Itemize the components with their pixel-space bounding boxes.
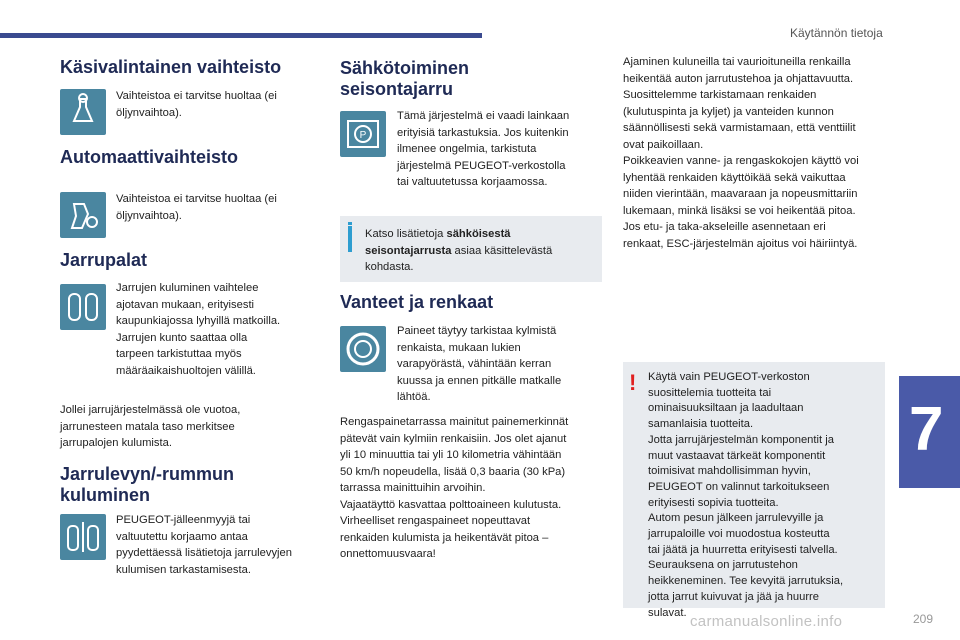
text-line: PEUGEOT-jälleenmyyjä tai xyxy=(116,514,251,526)
text-line: samanlaisia tuotteita. xyxy=(648,418,754,431)
text-line: renkaat, ESC-järjestelmän ajoitus voi häiriintyä. xyxy=(623,237,858,250)
header-rule xyxy=(0,33,482,38)
svg-text:P: P xyxy=(359,130,367,141)
warning-note-text xyxy=(648,370,878,621)
text-line: Jotta jarrujärjestelmän komponentit ja xyxy=(648,433,834,446)
text-line: erityisiä tarkastuksia. Jos kuitenkin xyxy=(397,126,569,139)
text-line: jarrunesteen matala taso merkitsee xyxy=(60,420,235,433)
text-line: Jollei jarrujärjestelmässä ole vuotoa, xyxy=(60,404,241,416)
text-line: pyydettäessä lisätietoja jarrulevyjen xyxy=(116,547,292,559)
page-number: 209 xyxy=(913,612,934,626)
brake-discs-text xyxy=(116,512,292,578)
info-icon xyxy=(348,226,352,252)
brake-pads-text xyxy=(116,280,280,379)
text-line: 50 km/h nopeudella, lisää 0,3 baaria (30 kPa) xyxy=(340,465,566,478)
text-line: yli 10 minuuttia tai yli 10 kilometria vähintään xyxy=(340,449,562,461)
text-line: Vaihteistoa ei tarvitse huoltaa (ei xyxy=(116,193,277,205)
text-line: (kulutuspinta ja kyljet) ja vanteiden kunnon xyxy=(623,105,834,118)
text-line: kuussa ja ennen pitkälle matkalle xyxy=(397,374,562,387)
text-line: Seurauksena on jarrutustehon xyxy=(648,559,798,572)
heading-manual-gearbox: Käsivalintainen vaihteisto xyxy=(60,57,282,77)
chapter-number: 7 xyxy=(909,395,944,464)
brake-fluid-text xyxy=(60,402,240,452)
section-title: Käytännön tietoja xyxy=(790,26,883,40)
text-line: ominaisuuksiltaan ja laadultaan xyxy=(648,402,804,415)
heading-brake-discs xyxy=(60,464,234,506)
text-line: Rengaspainetarrassa mainitut painemerkinnät xyxy=(340,416,569,428)
info-text-bold: seisontajarrusta xyxy=(365,244,452,257)
info-text-pre: Katso lisätietoja xyxy=(365,228,447,240)
heading-wheels-tyres: Vanteet ja renkaat xyxy=(340,292,494,312)
tyre-condition-text xyxy=(623,54,859,252)
text-line: Autom pesun jälkeen jarrulevyille ja xyxy=(648,512,824,525)
text-line: tai jäätä ja huurretta erityisesti talvella. xyxy=(648,543,838,556)
text-line: PEUGEOT on valinnut tarkoitukseen xyxy=(648,480,830,493)
text-line: Tämä järjestelmä ei vaadi lainkaan xyxy=(397,110,570,122)
text-line: jarrupaloille voi muodostua kosteutta xyxy=(648,528,830,541)
text-line: heikkeneminen. Tee kevyitä jarrutuksia, xyxy=(648,575,844,588)
text-line: renkaiden kulumista ja heikentävät pitoa – xyxy=(340,531,549,544)
text-line: erityisesti sopivia tuotteita. xyxy=(648,496,779,509)
heading-parking-brake xyxy=(340,58,469,100)
heading-brake-pads: Jarrupalat xyxy=(60,250,148,270)
brake-disc-icon xyxy=(60,514,106,560)
text-line: Suosittelemme tarkistamaan renkaiden xyxy=(623,89,817,101)
tyres-text xyxy=(397,323,561,406)
manual-gearbox-text xyxy=(116,88,277,121)
text-line: öljynvaihtoa). xyxy=(116,106,182,119)
text-line: järjestelmä PEUGEOT-verkostolla xyxy=(397,159,566,172)
parking-brake-icon xyxy=(340,111,386,157)
parking-brake-text xyxy=(397,108,569,191)
text-line: Jarrujen kunto saattaa olla xyxy=(116,331,248,344)
info-text-bold: sähköisestä xyxy=(446,228,511,240)
text-line: lukemaan, minkä lisäksi se voi heikentää pitoa. xyxy=(623,204,856,217)
text-line: Virheelliset rengaspaineet nopeuttavat xyxy=(340,515,531,527)
text-line: toimisivat mahdollisimman hyvin, xyxy=(648,465,811,478)
chapter-tab xyxy=(899,376,960,488)
text-line: sulavat. xyxy=(648,606,687,619)
text-line: niiden vierintään, maavaraan ja nopeusmittariin xyxy=(623,188,858,200)
info-note-text xyxy=(365,226,590,276)
heading-line: seisontajarru xyxy=(340,79,454,99)
text-line: Poikkeavien vanne- ja rengaskokojen käyttö voi xyxy=(623,155,859,167)
watermark: carmanualsonline.info xyxy=(690,613,843,630)
text-line: ovat paikoillaan. xyxy=(623,138,704,151)
heading-line: kuluminen xyxy=(60,485,151,505)
text-line: ilmenee ongelmia, tarkistuta xyxy=(397,143,537,155)
text-line: heikentää auton jarrutustehoa ja ohjattavuutta. xyxy=(623,72,854,85)
text-line: valtuutettu korjaamo antaa xyxy=(116,530,248,543)
text-line: onnettomuusvaara! xyxy=(340,548,436,560)
text-line: Jarrujen kuluminen vaihtelee xyxy=(116,282,259,294)
info-note xyxy=(340,216,602,282)
heading-automatic-gearbox: Automaattivaihteisto xyxy=(60,147,239,167)
info-text-last: kohdasta. xyxy=(365,261,414,273)
text-line: Vajaatäyttö kasvattaa polttoaineen kulutusta. xyxy=(340,498,562,511)
info-text-post: asiaa käsittelevästä xyxy=(451,244,553,257)
text-line: Vaihteistoa ei tarvitse huoltaa (ei xyxy=(116,90,277,102)
text-line: kaupunkiajossa lyhyillä matkoilla. xyxy=(116,315,281,327)
heading-line: Sähkötoiminen xyxy=(340,58,470,78)
text-line: öljynvaihtoa). xyxy=(116,209,182,222)
text-line: suosittelemia tuotteita tai xyxy=(648,386,772,399)
text-line: Ajaminen kuluneilla tai vaurioituneilla renkailla xyxy=(623,56,851,68)
text-line: tarrassa mainittuihin arvoihin. xyxy=(340,482,486,494)
text-line: pätevät vain kylmiin renkaisiin. Jos olet ajanut xyxy=(340,432,567,445)
text-line: kulumisen tarkastamisesta. xyxy=(116,563,251,576)
text-line: ajotavan mukaan, erityisesti xyxy=(116,298,255,311)
tyre-pressure-text xyxy=(340,414,568,563)
text-line: Paineet täytyy tarkistaa kylmistä xyxy=(397,325,557,337)
automatic-gearbox-icon xyxy=(60,192,106,238)
text-line: määräaikaishuoltojen välillä. xyxy=(116,364,256,377)
automatic-gearbox-text xyxy=(116,191,277,224)
tyre-icon xyxy=(340,326,386,372)
text-line: säännöllisesti sekä varmistamaan, että venttiilit xyxy=(623,122,856,134)
warning-icon: ! xyxy=(629,370,637,395)
text-line: muut vastaavat tärkeät komponentit xyxy=(648,449,826,462)
text-line: jarrupalojen kulumista. xyxy=(60,437,172,449)
heading-line: Jarrulevyn/-rummun xyxy=(60,464,235,484)
text-line: tarpeen tarkistuttaa myös xyxy=(116,348,242,360)
text-line: jotta jarrut kuivuvat ja jää ja huurre xyxy=(648,590,820,603)
info-icon-dot xyxy=(348,222,352,225)
text-line: varapyörästä, vähintään kerran xyxy=(397,358,552,370)
text-line: lähtöä. xyxy=(397,391,431,403)
warning-note xyxy=(623,362,885,619)
text-line: lyhentää renkaiden käyttöikää sekä vaikuttaa xyxy=(623,171,846,184)
text-line: renkaista, mukaan lukien xyxy=(397,341,521,354)
brake-pad-icon xyxy=(60,284,106,330)
text-line: Käytä vain PEUGEOT-verkoston xyxy=(648,371,810,383)
manual-gearbox-icon xyxy=(60,89,106,135)
text-line: tai valtuutetussa korjaamossa. xyxy=(397,176,548,188)
text-line: Jos etu- ja taka-akseleille asennetaan eri xyxy=(623,221,826,233)
